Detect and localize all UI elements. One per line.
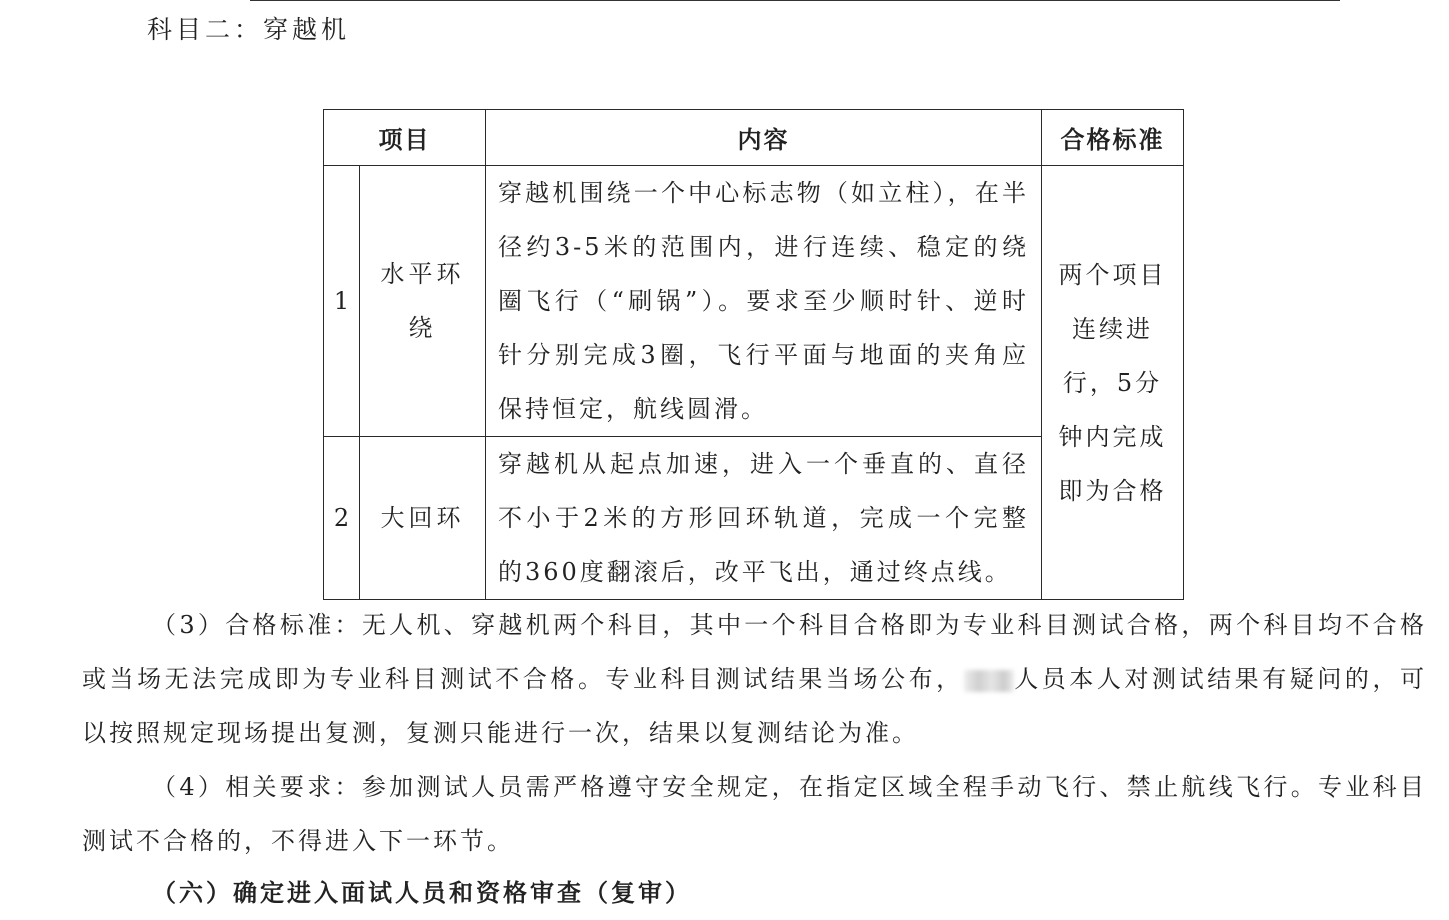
- table-header-row: [324, 110, 1184, 166]
- row-number: 2: [324, 437, 360, 600]
- header-item: 项目: [324, 110, 486, 166]
- header-standard: 合格标准: [1042, 110, 1184, 166]
- section-subheading: （六）确定进入面试人员和资格审查（复审）: [152, 878, 692, 907]
- section-heading: 科目二：穿越机: [147, 15, 351, 44]
- paragraph-requirements: （4）相关要求：参加测试人员需严格遵守安全规定，在指定区域全程手动飞行、禁止航线飞行。专业科目测试不合格的，不得进入下一环节。: [82, 773, 1427, 855]
- top-rule: [250, 0, 1340, 1]
- exam-table: [323, 109, 1184, 600]
- row-name: 大回环: [360, 437, 486, 600]
- paragraph-pass-standard: [82, 598, 1427, 760]
- row-content: 穿越机围绕一个中心标志物（如立柱），在半径约3-5米的范围内，进行连续、稳定的绕圈飞行（“刷锅”）。要求至少顺时针、逆时针分别完成3圈，飞行平面与地面的夹角应保持恒定，航线圆滑。: [486, 166, 1042, 437]
- row-content: 穿越机从起点加速，进入一个垂直的、直径不小于2米的方形回环轨道，完成一个完整的360度翻滚后，改平飞出，通过终点线。: [486, 437, 1042, 600]
- row-name: 水平环绕: [360, 166, 486, 437]
- redacted-blur: [964, 670, 1014, 692]
- paragraph-pass-standard-text-cont: 人员本人对测试结果有疑问的，可以按照规定现场提出复测，复测只能进行一次，结果以复测结论为准。: [82, 665, 1428, 747]
- paragraph-pass-standard-text: （3）合格标准：无人机、穿越机两个科目，其中一个科目合格即为专业科目测试合格，两个科目均不合格或当场无法完成即为专业科目测试不合格。专业科目测试结果当场公布，: [82, 611, 1427, 693]
- row-number: 1: [324, 166, 360, 437]
- table-row: [324, 166, 1184, 437]
- pass-standard: 两个项目连续进行，5分钟内完成即为合格: [1042, 166, 1184, 600]
- header-content: 内容: [486, 110, 1042, 166]
